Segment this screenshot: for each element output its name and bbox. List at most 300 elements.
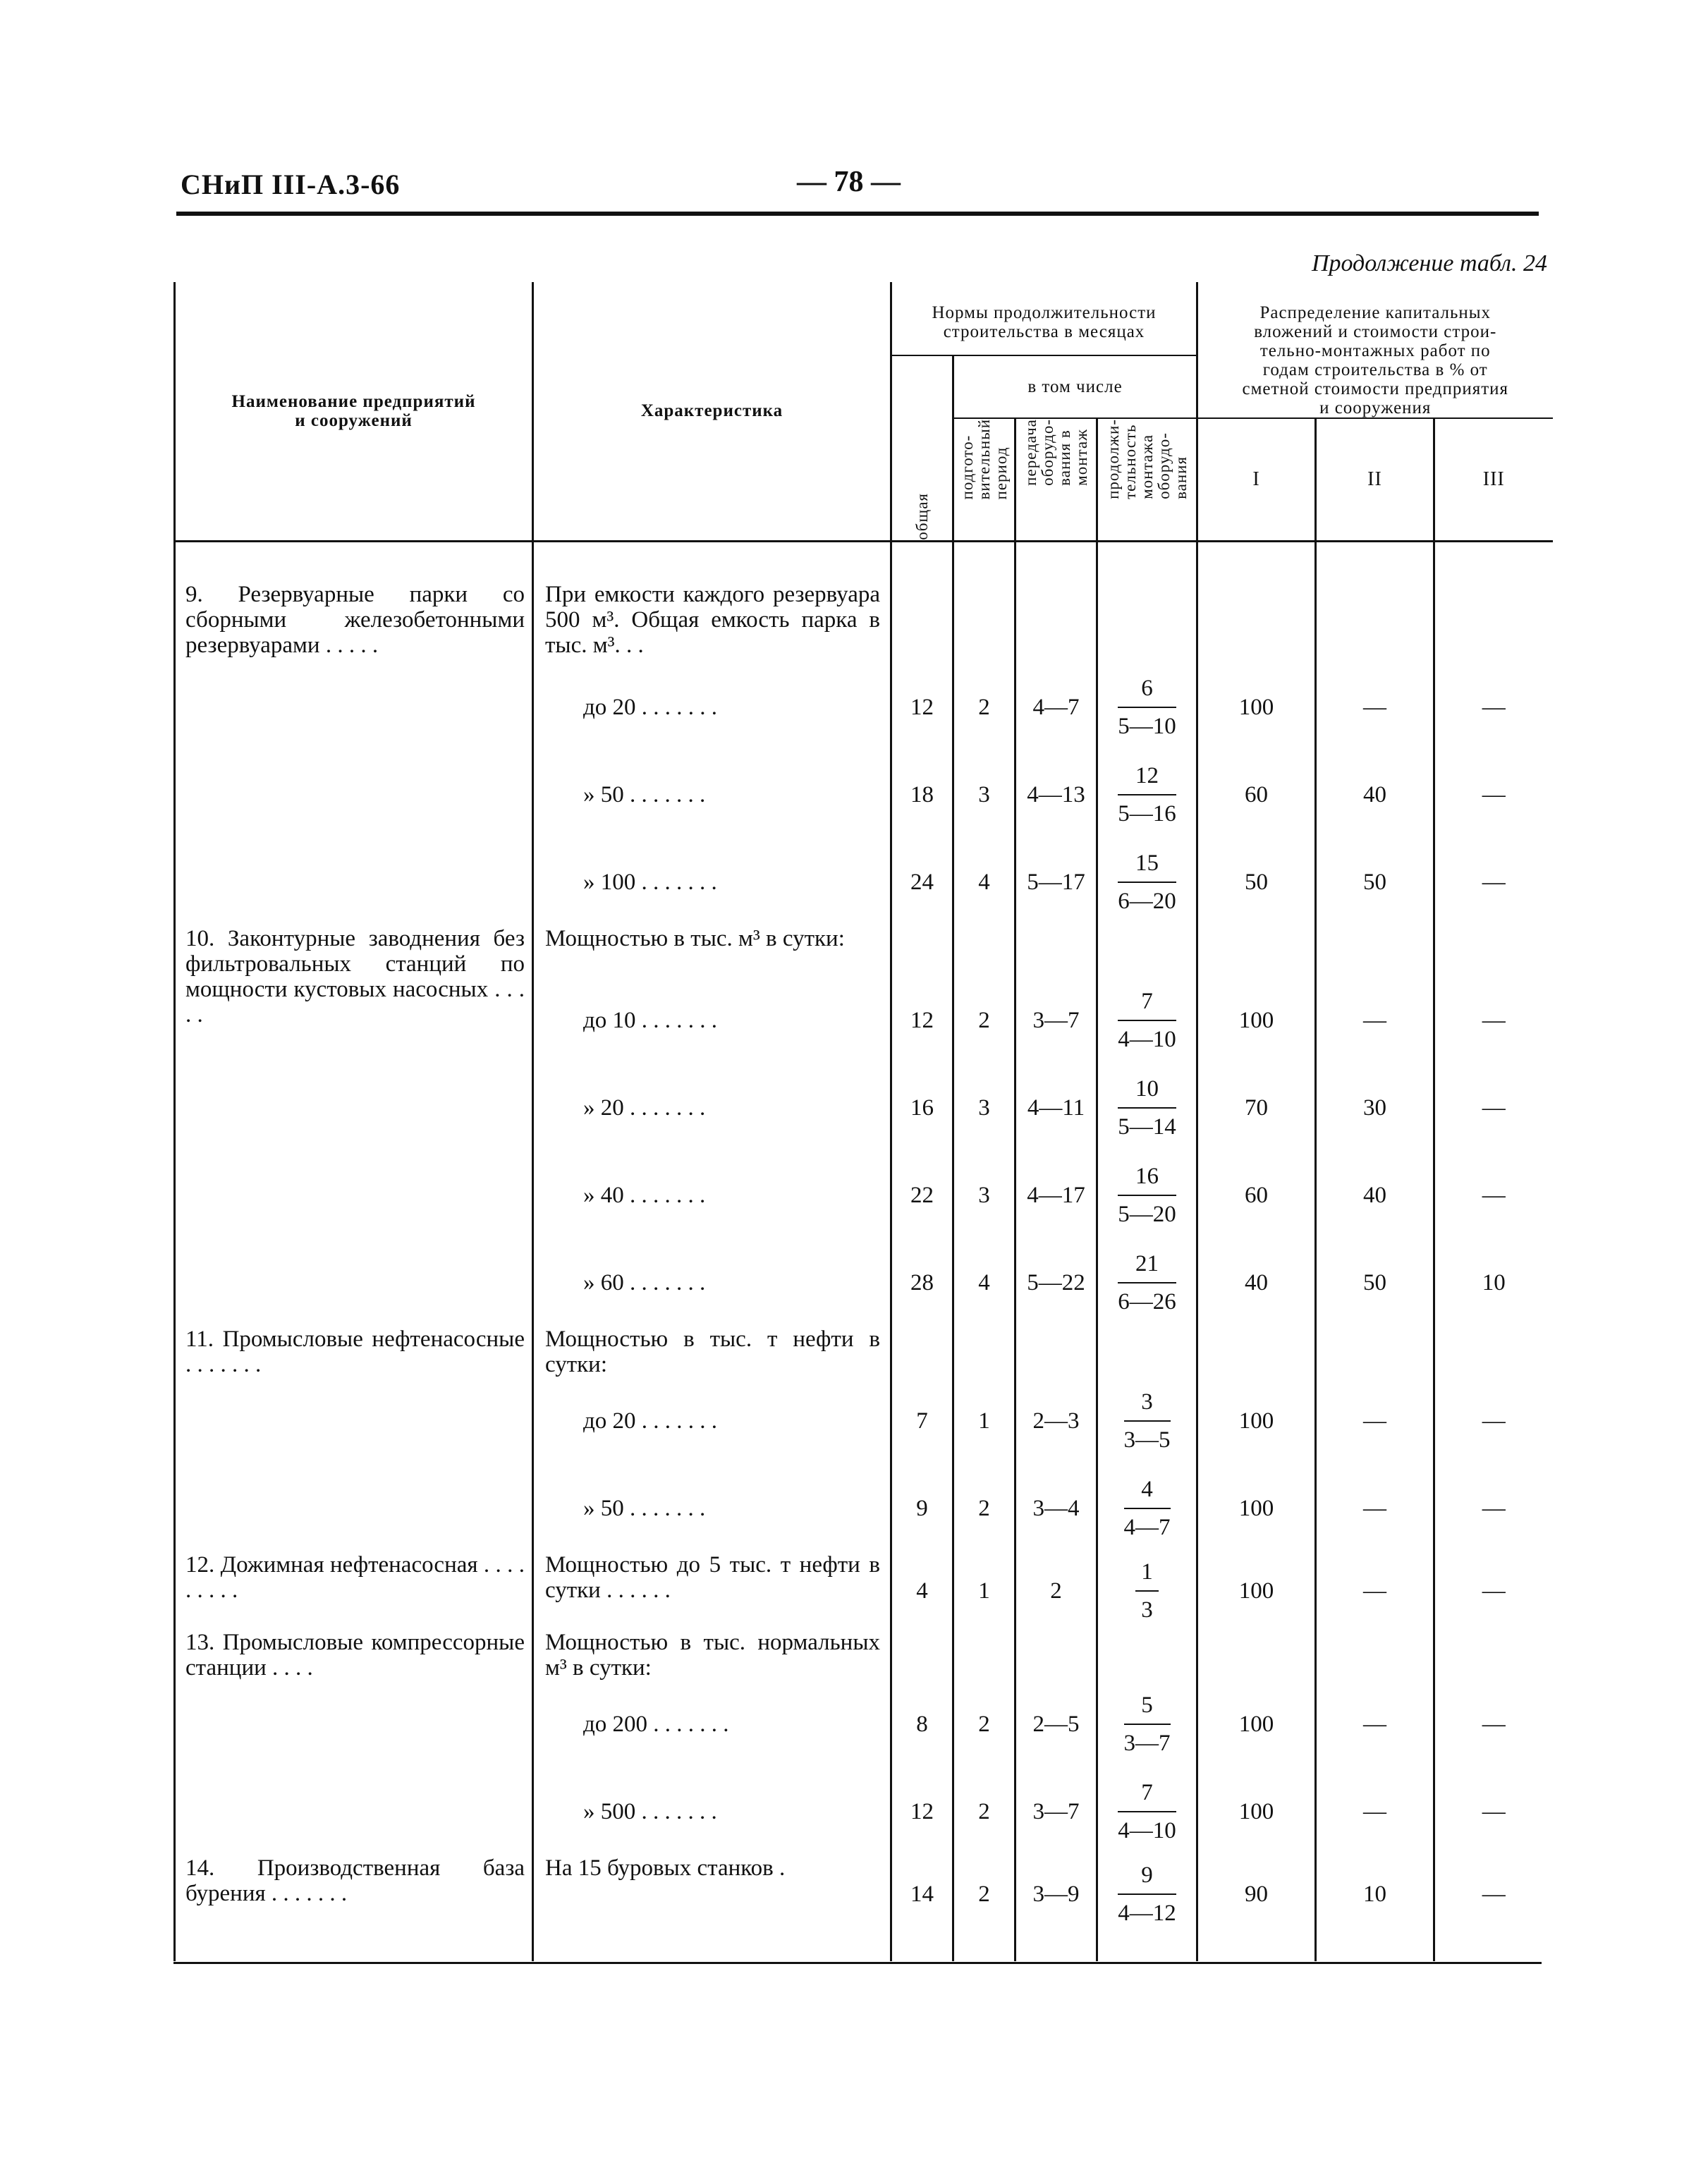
characteristic-value-text: до 20 . . . . . . . <box>583 1408 718 1434</box>
duration-numerator: 15 <box>1135 850 1159 876</box>
duration-fraction <box>1124 1691 1171 1757</box>
value-year2 <box>1316 1152 1434 1239</box>
value-duration <box>1097 1681 1197 1768</box>
value-total-text: 12 <box>910 1798 934 1824</box>
value-duration <box>1097 1377 1197 1465</box>
value-year1-text: 50 <box>1245 869 1268 895</box>
duration-fraction <box>1118 674 1176 740</box>
value-duration <box>1097 1465 1197 1552</box>
characteristic-value-text: » 50 . . . . . . . <box>583 782 706 807</box>
characteristic-value <box>533 1064 891 1152</box>
value-prep-text: 2 <box>978 1495 990 1521</box>
value-year2 <box>1316 751 1434 838</box>
enterprise-name-text: 9. Резервуарные парки со сборными железобетонными резервуарами . . . . . <box>185 581 525 658</box>
characteristic-value-text: » 500 . . . . . . . <box>583 1799 717 1824</box>
empty-cell <box>1015 1630 1097 1681</box>
duration-denominator: 3—7 <box>1123 1731 1171 1756</box>
value-year3-text: — <box>1482 1578 1506 1604</box>
duration-numerator: 5 <box>1141 1693 1153 1718</box>
value-year3 <box>1434 1377 1553 1465</box>
empty-cell <box>1434 1933 1553 1961</box>
duration-fraction <box>1118 1162 1176 1228</box>
value-prep-text: 3 <box>978 1094 990 1121</box>
value-total-text: 18 <box>910 781 934 807</box>
enterprise-name-text: 12. Дожимная нефтенасосная . . . . . . . . . <box>185 1552 525 1603</box>
duration-fraction <box>1124 1388 1171 1454</box>
duration-denominator: 6—26 <box>1118 1289 1176 1315</box>
value-total <box>891 1681 953 1768</box>
characteristic-value <box>533 1377 891 1465</box>
value-year2 <box>1316 1064 1434 1152</box>
value-year1-text: 100 <box>1238 1495 1274 1521</box>
value-total <box>891 838 953 926</box>
characteristic <box>533 1327 891 1377</box>
duration-denominator: 5—16 <box>1118 801 1176 827</box>
value-prep <box>953 1552 1015 1630</box>
empty-cell <box>891 1327 953 1377</box>
value-year3-text: — <box>1482 1408 1506 1434</box>
value-year2-text: — <box>1363 694 1386 720</box>
duration-denominator: 6—20 <box>1118 889 1176 914</box>
enterprise-name <box>175 541 533 926</box>
value-prep-text: 4 <box>978 869 990 895</box>
value-transfer-text: 3—7 <box>1032 1798 1080 1824</box>
value-prep <box>953 1377 1015 1465</box>
value-duration <box>1097 1855 1197 1933</box>
value-transfer-text: 3—9 <box>1032 1881 1080 1907</box>
characteristic-text: Мощностью до 5 тыс. т нефти в сутки . . . . . . <box>545 1552 880 1603</box>
characteristic-text: Мощностью в тыс. нормальных м³ в сутки: <box>545 1630 880 1681</box>
empty-cell <box>1097 1327 1197 1377</box>
col-duration-header: продолжи- тельность монтажа оборудо- вания <box>1097 418 1197 541</box>
value-year3 <box>1434 1064 1553 1152</box>
value-year2 <box>1316 1465 1434 1552</box>
duration-fraction <box>1135 1558 1159 1624</box>
value-total <box>891 1152 953 1239</box>
duration-fraction <box>1118 987 1176 1054</box>
characteristic-value <box>533 1152 891 1239</box>
value-year3-text: — <box>1482 781 1506 807</box>
enterprise-name-text: 14. Производственная база бурения . . . . . . . <box>185 1855 525 1906</box>
value-transfer-text: 2 <box>1050 1578 1062 1604</box>
value-total-text: 12 <box>910 694 934 720</box>
value-prep <box>953 1064 1015 1152</box>
value-total <box>891 1552 953 1630</box>
value-transfer <box>1015 751 1097 838</box>
empty-cell <box>1015 1327 1097 1377</box>
empty-cell <box>1434 926 1553 977</box>
value-duration <box>1097 664 1197 751</box>
value-year1-text: 100 <box>1238 1578 1274 1604</box>
duration-denominator: 3 <box>1141 1597 1153 1623</box>
value-year3-text: — <box>1482 869 1506 895</box>
value-total-text: 4 <box>916 1578 928 1604</box>
empty-cell <box>953 926 1015 977</box>
value-year2-text: — <box>1363 1408 1386 1434</box>
enterprise-name <box>175 1630 533 1855</box>
characteristic-text: На 15 буровых станков . <box>545 1855 786 1881</box>
value-total <box>891 751 953 838</box>
col-total-header: общая <box>891 355 953 541</box>
value-total-text: 22 <box>910 1182 934 1208</box>
characteristic-value-text: » 20 . . . . . . . <box>583 1095 706 1121</box>
enterprise-name-text: 11. Промысловые нефтенасосные . . . . . . . <box>185 1327 525 1377</box>
value-transfer <box>1015 1465 1097 1552</box>
table-body <box>175 541 1553 1961</box>
duration-numerator: 12 <box>1135 763 1159 788</box>
empty-cell <box>1097 926 1197 977</box>
value-total <box>891 1239 953 1327</box>
empty-cell <box>1197 1933 1316 1961</box>
value-total <box>891 1768 953 1855</box>
value-year3 <box>1434 1768 1553 1855</box>
value-prep <box>953 1152 1015 1239</box>
col-year3-header: III <box>1434 418 1553 541</box>
duration-denominator: 4—7 <box>1123 1515 1171 1540</box>
empty-cell <box>1197 926 1316 977</box>
enterprise-name-text: 10. Законтурные заводнения без фильтровальных станций по мощности кустовых насосных . . . . . <box>185 926 525 1027</box>
characteristic-value-text: » 100 . . . . . . . <box>583 870 717 895</box>
col-incl-header: в том числе <box>953 355 1197 418</box>
value-year2 <box>1316 664 1434 751</box>
table-row <box>175 1855 1553 1933</box>
characteristic-value <box>533 1239 891 1327</box>
characteristic-value <box>533 1768 891 1855</box>
empty-cell <box>1097 1933 1197 1961</box>
characteristic <box>533 1630 891 1681</box>
value-year2-text: 50 <box>1363 869 1386 895</box>
characteristic-value-text: » 50 . . . . . . . <box>583 1496 706 1521</box>
value-transfer <box>1015 1064 1097 1152</box>
value-transfer-text: 4—17 <box>1027 1182 1085 1208</box>
value-year1-text: 70 <box>1245 1094 1268 1121</box>
value-year2 <box>1316 1681 1434 1768</box>
characteristic <box>533 926 891 977</box>
empty-cell <box>1097 1630 1197 1681</box>
value-transfer <box>1015 1152 1097 1239</box>
value-year1 <box>1197 1239 1316 1327</box>
value-transfer <box>1015 838 1097 926</box>
value-transfer-text: 5—22 <box>1027 1269 1085 1295</box>
value-total <box>891 977 953 1064</box>
value-total-text: 24 <box>910 869 934 895</box>
value-duration <box>1097 1552 1197 1630</box>
characteristic-value <box>533 977 891 1064</box>
col-distrib-header: Распределение капитальных вложений и стоимости строи- тельно-монтажных работ по годам строительства в % от сметной стоимости предприятия и сооружения <box>1197 282 1553 418</box>
norms-table <box>173 282 1553 1961</box>
value-year3 <box>1434 1681 1553 1768</box>
value-year2 <box>1316 977 1434 1064</box>
duration-denominator: 4—10 <box>1118 1818 1176 1843</box>
value-transfer <box>1015 977 1097 1064</box>
header-rule <box>176 212 1539 216</box>
duration-fraction <box>1118 1250 1176 1316</box>
value-year2 <box>1316 1855 1434 1933</box>
characteristic-value-text: до 20 . . . . . . . <box>583 695 718 720</box>
value-prep <box>953 664 1015 751</box>
group-intro-row <box>175 926 1553 977</box>
value-duration <box>1097 838 1197 926</box>
value-transfer <box>1015 1239 1097 1327</box>
value-year3 <box>1434 1152 1553 1239</box>
value-year3-text: — <box>1482 1798 1506 1824</box>
empty-cell <box>953 1630 1015 1681</box>
empty-cell <box>1316 926 1434 977</box>
value-prep-text: 3 <box>978 1182 990 1208</box>
col-prep-header: подгото- вительный период <box>953 418 1015 541</box>
duration-numerator: 7 <box>1141 1780 1153 1805</box>
group-intro-row <box>175 1327 1553 1377</box>
value-total <box>891 664 953 751</box>
duration-numerator: 16 <box>1135 1164 1159 1189</box>
characteristic-value <box>533 1465 891 1552</box>
value-prep-text: 2 <box>978 1798 990 1824</box>
value-prep-text: 3 <box>978 781 990 807</box>
table-continuation-label: Продолжение табл. 24 <box>1311 250 1547 276</box>
empty-cell <box>1015 541 1097 664</box>
value-year3 <box>1434 1855 1553 1933</box>
value-year1 <box>1197 664 1316 751</box>
value-duration <box>1097 1768 1197 1855</box>
value-year3-text: — <box>1482 1495 1506 1521</box>
value-total-text: 8 <box>916 1711 928 1737</box>
characteristic <box>533 541 891 664</box>
value-year2-text: — <box>1363 1007 1386 1033</box>
value-year3 <box>1434 977 1553 1064</box>
value-prep <box>953 977 1015 1064</box>
value-year2 <box>1316 1768 1434 1855</box>
value-prep <box>953 1465 1015 1552</box>
value-year3 <box>1434 838 1553 926</box>
value-year2 <box>1316 1377 1434 1465</box>
value-year3-text: — <box>1482 1182 1506 1208</box>
value-transfer <box>1015 1377 1097 1465</box>
col-year2-header: II <box>1316 418 1434 541</box>
enterprise-name <box>175 1855 533 1933</box>
value-total <box>891 1855 953 1933</box>
value-prep <box>953 751 1015 838</box>
empty-cell <box>1197 1630 1316 1681</box>
duration-numerator: 9 <box>1141 1862 1153 1888</box>
empty-cell <box>953 1327 1015 1377</box>
value-year2-text: — <box>1363 1495 1386 1521</box>
value-year3-text: — <box>1482 1711 1506 1737</box>
empty-cell <box>891 1933 953 1961</box>
empty-cell <box>1097 541 1197 664</box>
value-duration <box>1097 1239 1197 1327</box>
value-year1 <box>1197 751 1316 838</box>
duration-numerator: 6 <box>1141 676 1153 701</box>
empty-cell <box>1316 541 1434 664</box>
empty-cell <box>1015 1933 1097 1961</box>
empty-cell <box>1316 1933 1434 1961</box>
value-year1-text: 90 <box>1245 1881 1268 1907</box>
characteristic-text: При емкости каждого резервуара 500 м³. Общая емкость парка в тыс. м³. . . <box>545 581 880 658</box>
value-year2 <box>1316 1239 1434 1327</box>
value-year1 <box>1197 1064 1316 1152</box>
characteristic-text: Мощностью в тыс. т нефти в сутки: <box>545 1327 880 1377</box>
duration-fraction <box>1118 1779 1176 1845</box>
col-norms-header: Нормы продолжительности строительства в месяцах <box>891 282 1197 355</box>
value-year1-text: 100 <box>1238 1408 1274 1434</box>
duration-fraction <box>1118 849 1176 915</box>
value-year3-text: — <box>1482 1007 1506 1033</box>
document-code: СНиП III-А.3-66 <box>181 169 401 200</box>
value-transfer-text: 4—13 <box>1027 781 1085 807</box>
value-prep <box>953 838 1015 926</box>
duration-numerator: 21 <box>1135 1251 1159 1276</box>
value-transfer-text: 2—3 <box>1032 1408 1080 1434</box>
empty-cell <box>891 541 953 664</box>
characteristic-value-text: до 10 . . . . . . . <box>583 1008 718 1033</box>
duration-numerator: 3 <box>1141 1389 1153 1415</box>
page-number: — 78 — <box>797 166 901 198</box>
duration-fraction <box>1118 1075 1176 1141</box>
value-year1-text: 60 <box>1245 781 1268 807</box>
value-year1-text: 100 <box>1238 1711 1274 1737</box>
value-transfer-text: 3—4 <box>1032 1495 1080 1521</box>
col-char-header: Характеристика <box>533 282 891 541</box>
value-year3 <box>1434 1552 1553 1630</box>
value-transfer <box>1015 1768 1097 1855</box>
value-prep-text: 1 <box>978 1578 990 1604</box>
col-transfer-header: передача оборудо- вания в монтаж <box>1015 418 1097 541</box>
duration-fraction <box>1118 762 1176 828</box>
value-total-text: 28 <box>910 1269 934 1295</box>
empty-cell <box>1434 1630 1553 1681</box>
duration-denominator: 3—5 <box>1123 1427 1171 1453</box>
value-year1 <box>1197 838 1316 926</box>
value-year1 <box>1197 977 1316 1064</box>
value-year2-text: 10 <box>1363 1881 1386 1907</box>
empty-cell <box>1434 541 1553 664</box>
duration-denominator: 4—12 <box>1118 1901 1176 1926</box>
empty-cell <box>953 1933 1015 1961</box>
empty-cell <box>175 1933 533 1961</box>
value-year1 <box>1197 1552 1316 1630</box>
value-prep <box>953 1855 1015 1933</box>
characteristic-value-text: до 200 . . . . . . . <box>583 1712 729 1737</box>
empty-cell <box>953 541 1015 664</box>
value-year3 <box>1434 1239 1553 1327</box>
duration-denominator: 4—10 <box>1118 1027 1176 1052</box>
characteristic-value <box>533 1681 891 1768</box>
value-prep-text: 2 <box>978 1007 990 1033</box>
value-year1 <box>1197 1681 1316 1768</box>
value-prep-text: 2 <box>978 694 990 720</box>
value-year1 <box>1197 1465 1316 1552</box>
empty-cell <box>1197 541 1316 664</box>
characteristic-value <box>533 1855 891 1933</box>
value-year1-text: 100 <box>1238 694 1274 720</box>
col-name-header: Наименование предприятий и сооружений <box>175 282 533 541</box>
value-year2-text: 40 <box>1363 1182 1386 1208</box>
value-transfer-text: 3—7 <box>1032 1007 1080 1033</box>
value-year1 <box>1197 1855 1316 1933</box>
duration-denominator: 5—20 <box>1118 1202 1176 1227</box>
characteristic-value <box>533 664 891 751</box>
value-prep <box>953 1681 1015 1768</box>
value-year1-text: 100 <box>1238 1798 1274 1824</box>
value-duration <box>1097 1152 1197 1239</box>
value-year2 <box>1316 838 1434 926</box>
value-transfer-text: 2—5 <box>1032 1711 1080 1737</box>
value-duration <box>1097 1064 1197 1152</box>
characteristic-value <box>533 1552 891 1630</box>
duration-denominator: 5—14 <box>1118 1114 1176 1140</box>
duration-fraction <box>1118 1861 1176 1927</box>
empty-cell <box>533 1933 891 1961</box>
value-year1 <box>1197 1152 1316 1239</box>
duration-numerator: 7 <box>1141 989 1153 1014</box>
enterprise-name <box>175 1552 533 1630</box>
value-year3-text: — <box>1482 1094 1506 1121</box>
value-prep-text: 4 <box>978 1269 990 1295</box>
value-prep-text: 2 <box>978 1711 990 1737</box>
value-year1 <box>1197 1377 1316 1465</box>
table-row <box>175 1552 1553 1630</box>
value-transfer-text: 4—7 <box>1032 694 1080 720</box>
value-year3-text: — <box>1482 1881 1506 1907</box>
empty-cell <box>1197 1327 1316 1377</box>
value-transfer-text: 4—11 <box>1027 1094 1085 1121</box>
characteristic-text: Мощностью в тыс. м³ в сутки: <box>545 926 845 951</box>
value-transfer <box>1015 1552 1097 1630</box>
value-total-text: 14 <box>910 1881 934 1907</box>
value-transfer <box>1015 1855 1097 1933</box>
value-year2-text: — <box>1363 1578 1386 1604</box>
value-transfer-text: 5—17 <box>1027 869 1085 895</box>
enterprise-name <box>175 1327 533 1552</box>
duration-numerator: 10 <box>1135 1076 1159 1102</box>
characteristic-value <box>533 838 891 926</box>
duration-numerator: 1 <box>1141 1559 1153 1585</box>
value-year2 <box>1316 1552 1434 1630</box>
value-year1-text: 60 <box>1245 1182 1268 1208</box>
empty-cell <box>891 926 953 977</box>
empty-cell <box>1316 1327 1434 1377</box>
value-year1 <box>1197 1768 1316 1855</box>
table-header <box>175 282 1553 541</box>
enterprise-name <box>175 926 533 1327</box>
value-total-text: 12 <box>910 1007 934 1033</box>
value-year3-text: 10 <box>1482 1269 1506 1295</box>
value-year3 <box>1434 664 1553 751</box>
col-year1-header: I <box>1197 418 1316 541</box>
value-year3 <box>1434 1465 1553 1552</box>
value-year1-text: 40 <box>1245 1269 1268 1295</box>
value-year2-text: — <box>1363 1798 1386 1824</box>
group-intro-row <box>175 541 1553 664</box>
empty-cell <box>1015 926 1097 977</box>
empty-cell <box>1434 1327 1553 1377</box>
value-total <box>891 1064 953 1152</box>
value-prep-text: 1 <box>978 1408 990 1434</box>
value-total-text: 16 <box>910 1094 934 1121</box>
empty-cell <box>891 1630 953 1681</box>
value-total <box>891 1377 953 1465</box>
duration-fraction <box>1124 1475 1171 1542</box>
duration-numerator: 4 <box>1141 1477 1153 1502</box>
spacer-row <box>175 1933 1553 1961</box>
value-total-text: 7 <box>916 1408 928 1434</box>
value-prep-text: 2 <box>978 1881 990 1907</box>
value-total-text: 9 <box>916 1495 928 1521</box>
value-total <box>891 1465 953 1552</box>
value-year2-text: 50 <box>1363 1269 1386 1295</box>
table-bottom-rule <box>173 1962 1542 1964</box>
characteristic-value-text: » 40 . . . . . . . <box>583 1183 706 1208</box>
